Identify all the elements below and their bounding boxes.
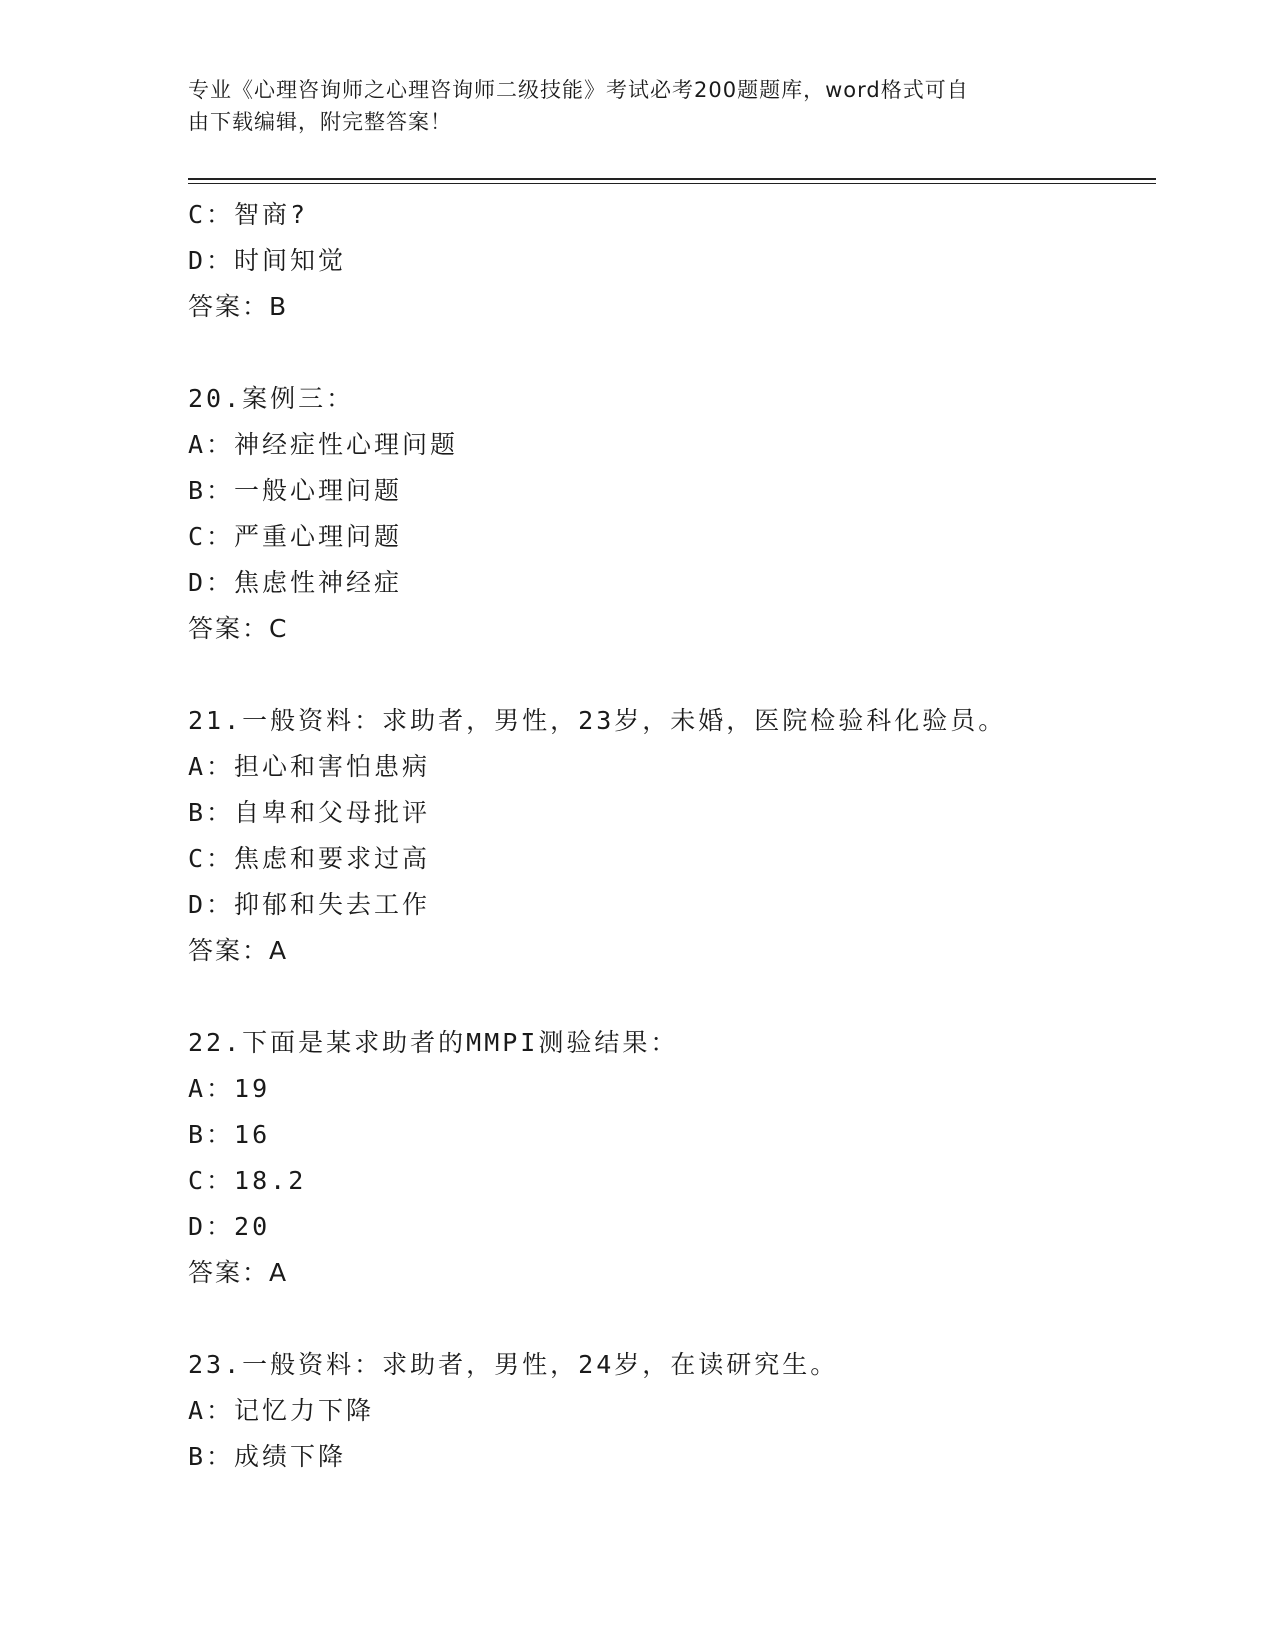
question-stem: 21.一般资料：求助者，男性，23岁，未婚，医院检验科化验员。 — [188, 706, 1007, 735]
header-line-2: 由下载编辑，附完整答案！ — [188, 110, 452, 134]
question-fragment — [188, 192, 1148, 330]
option-a: A：记忆力下降 — [188, 1396, 375, 1425]
question-20 — [188, 376, 1148, 652]
option-c: C：焦虑和要求过高 — [188, 844, 431, 873]
answer-line: 答案：C — [188, 614, 289, 643]
document-header — [188, 74, 1068, 138]
option-a: A：担心和害怕患病 — [188, 752, 431, 781]
option-d: D：20 — [188, 1212, 271, 1241]
option-d: D：焦虑性神经症 — [188, 568, 403, 597]
answer-line: 答案：B — [188, 292, 289, 321]
option-c: C：18.2 — [188, 1166, 307, 1195]
option-a: A：神经症性心理问题 — [188, 430, 459, 459]
option-b: B：自卑和父母批评 — [188, 798, 431, 827]
option-b: B：16 — [188, 1120, 271, 1149]
option-d: D：时间知觉 — [188, 246, 347, 275]
option-b: B：一般心理问题 — [188, 476, 403, 505]
option-b: B：成绩下降 — [188, 1442, 347, 1471]
option-d: D：抑郁和失去工作 — [188, 890, 431, 919]
question-list — [188, 192, 1148, 1480]
question-stem: 20.案例三： — [188, 384, 355, 413]
option-c: C：严重心理问题 — [188, 522, 403, 551]
question-stem: 23.一般资料：求助者，男性，24岁，在读研究生。 — [188, 1350, 839, 1379]
option-a: A：19 — [188, 1074, 271, 1103]
question-21 — [188, 698, 1148, 974]
question-stem: 22.下面是某求助者的MMPI测验结果： — [188, 1028, 679, 1057]
question-23 — [188, 1342, 1148, 1480]
header-divider-thick — [188, 178, 1156, 180]
header-line-1: 专业《心理咨询师之心理咨询师二级技能》考试必考200题题库，word格式可自 — [188, 78, 969, 102]
answer-line: 答案：A — [188, 1258, 289, 1287]
option-c: C：智商? — [188, 200, 309, 229]
header-divider-thin — [188, 183, 1156, 184]
answer-line: 答案：A — [188, 936, 289, 965]
question-22 — [188, 1020, 1148, 1296]
